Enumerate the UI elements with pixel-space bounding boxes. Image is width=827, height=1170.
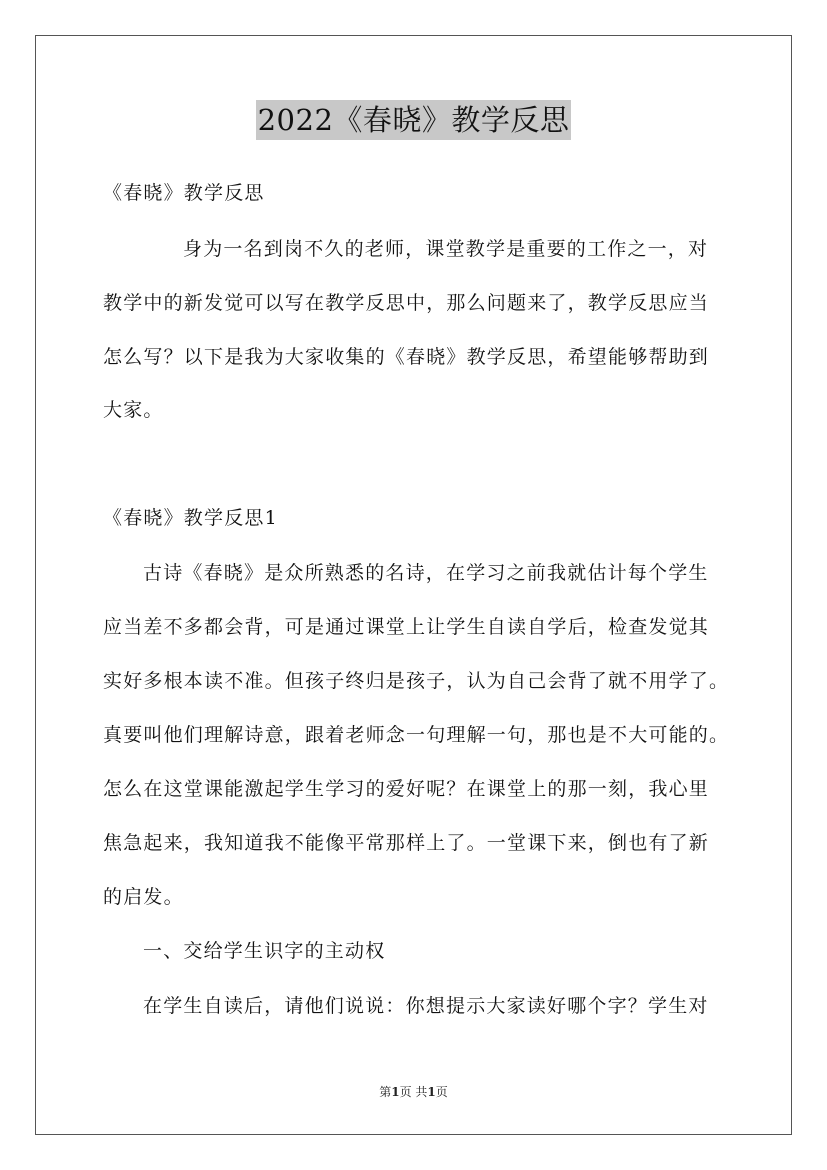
paragraph-line: 古诗《春晓》是众所熟悉的名诗，在学习之前我就估计每个学生 [143,562,709,584]
paragraph-line: 身为一名到岗不久的老师，课堂教学是重要的工作之一，对 [183,238,709,260]
footer-page-mid: 页 共 [399,1085,428,1099]
paragraph-line: 应当差不多都会背，可是通过课堂上让学生自读自学后，检查发觉其 [103,616,710,638]
footer-page-prefix: 第 [379,1085,392,1099]
paragraph-line: 实好多根本读不准。但孩子终归是孩子，认为自己会背了就不用学了。 [103,670,730,692]
title-container [0,100,827,140]
section-heading-1: 《春晓》教学反思1 [103,507,278,529]
footer-page-total: 1 [427,1085,436,1099]
footer-page-suffix: 页 [435,1085,448,1099]
paragraph-line: 大家。 [103,399,164,421]
section-heading-intro: 《春晓》教学反思 [103,182,265,204]
paragraph-line: 焦急起来，我知道我不能像平常那样上了。一堂课下来，倒也有了新 [103,832,710,854]
subheading-line: 一、交给学生识字的主动权 [143,940,386,962]
paragraph-line: 的启发。 [103,886,184,908]
document-title: 2022《春晓》教学反思 [256,100,572,140]
paragraph-line: 怎么在这堂课能激起学生学习的爱好呢？在课堂上的那一刻，我心里 [103,778,710,800]
page-footer [0,1084,827,1100]
paragraph-line: 真要叫他们理解诗意，跟着老师念一句理解一句，那也是不大可能的。 [103,724,730,746]
paragraph-line: 教学中的新发觉可以写在教学反思中，那么问题来了，教学反思应当 [103,292,710,314]
paragraph-line: 怎么写？以下是我为大家收集的《春晓》教学反思，希望能够帮助到 [103,346,710,368]
footer-page-number: 1 [391,1085,400,1099]
paragraph-line: 在学生自读后，请他们说说：你想提示大家读好哪个字？学生对 [143,995,709,1017]
